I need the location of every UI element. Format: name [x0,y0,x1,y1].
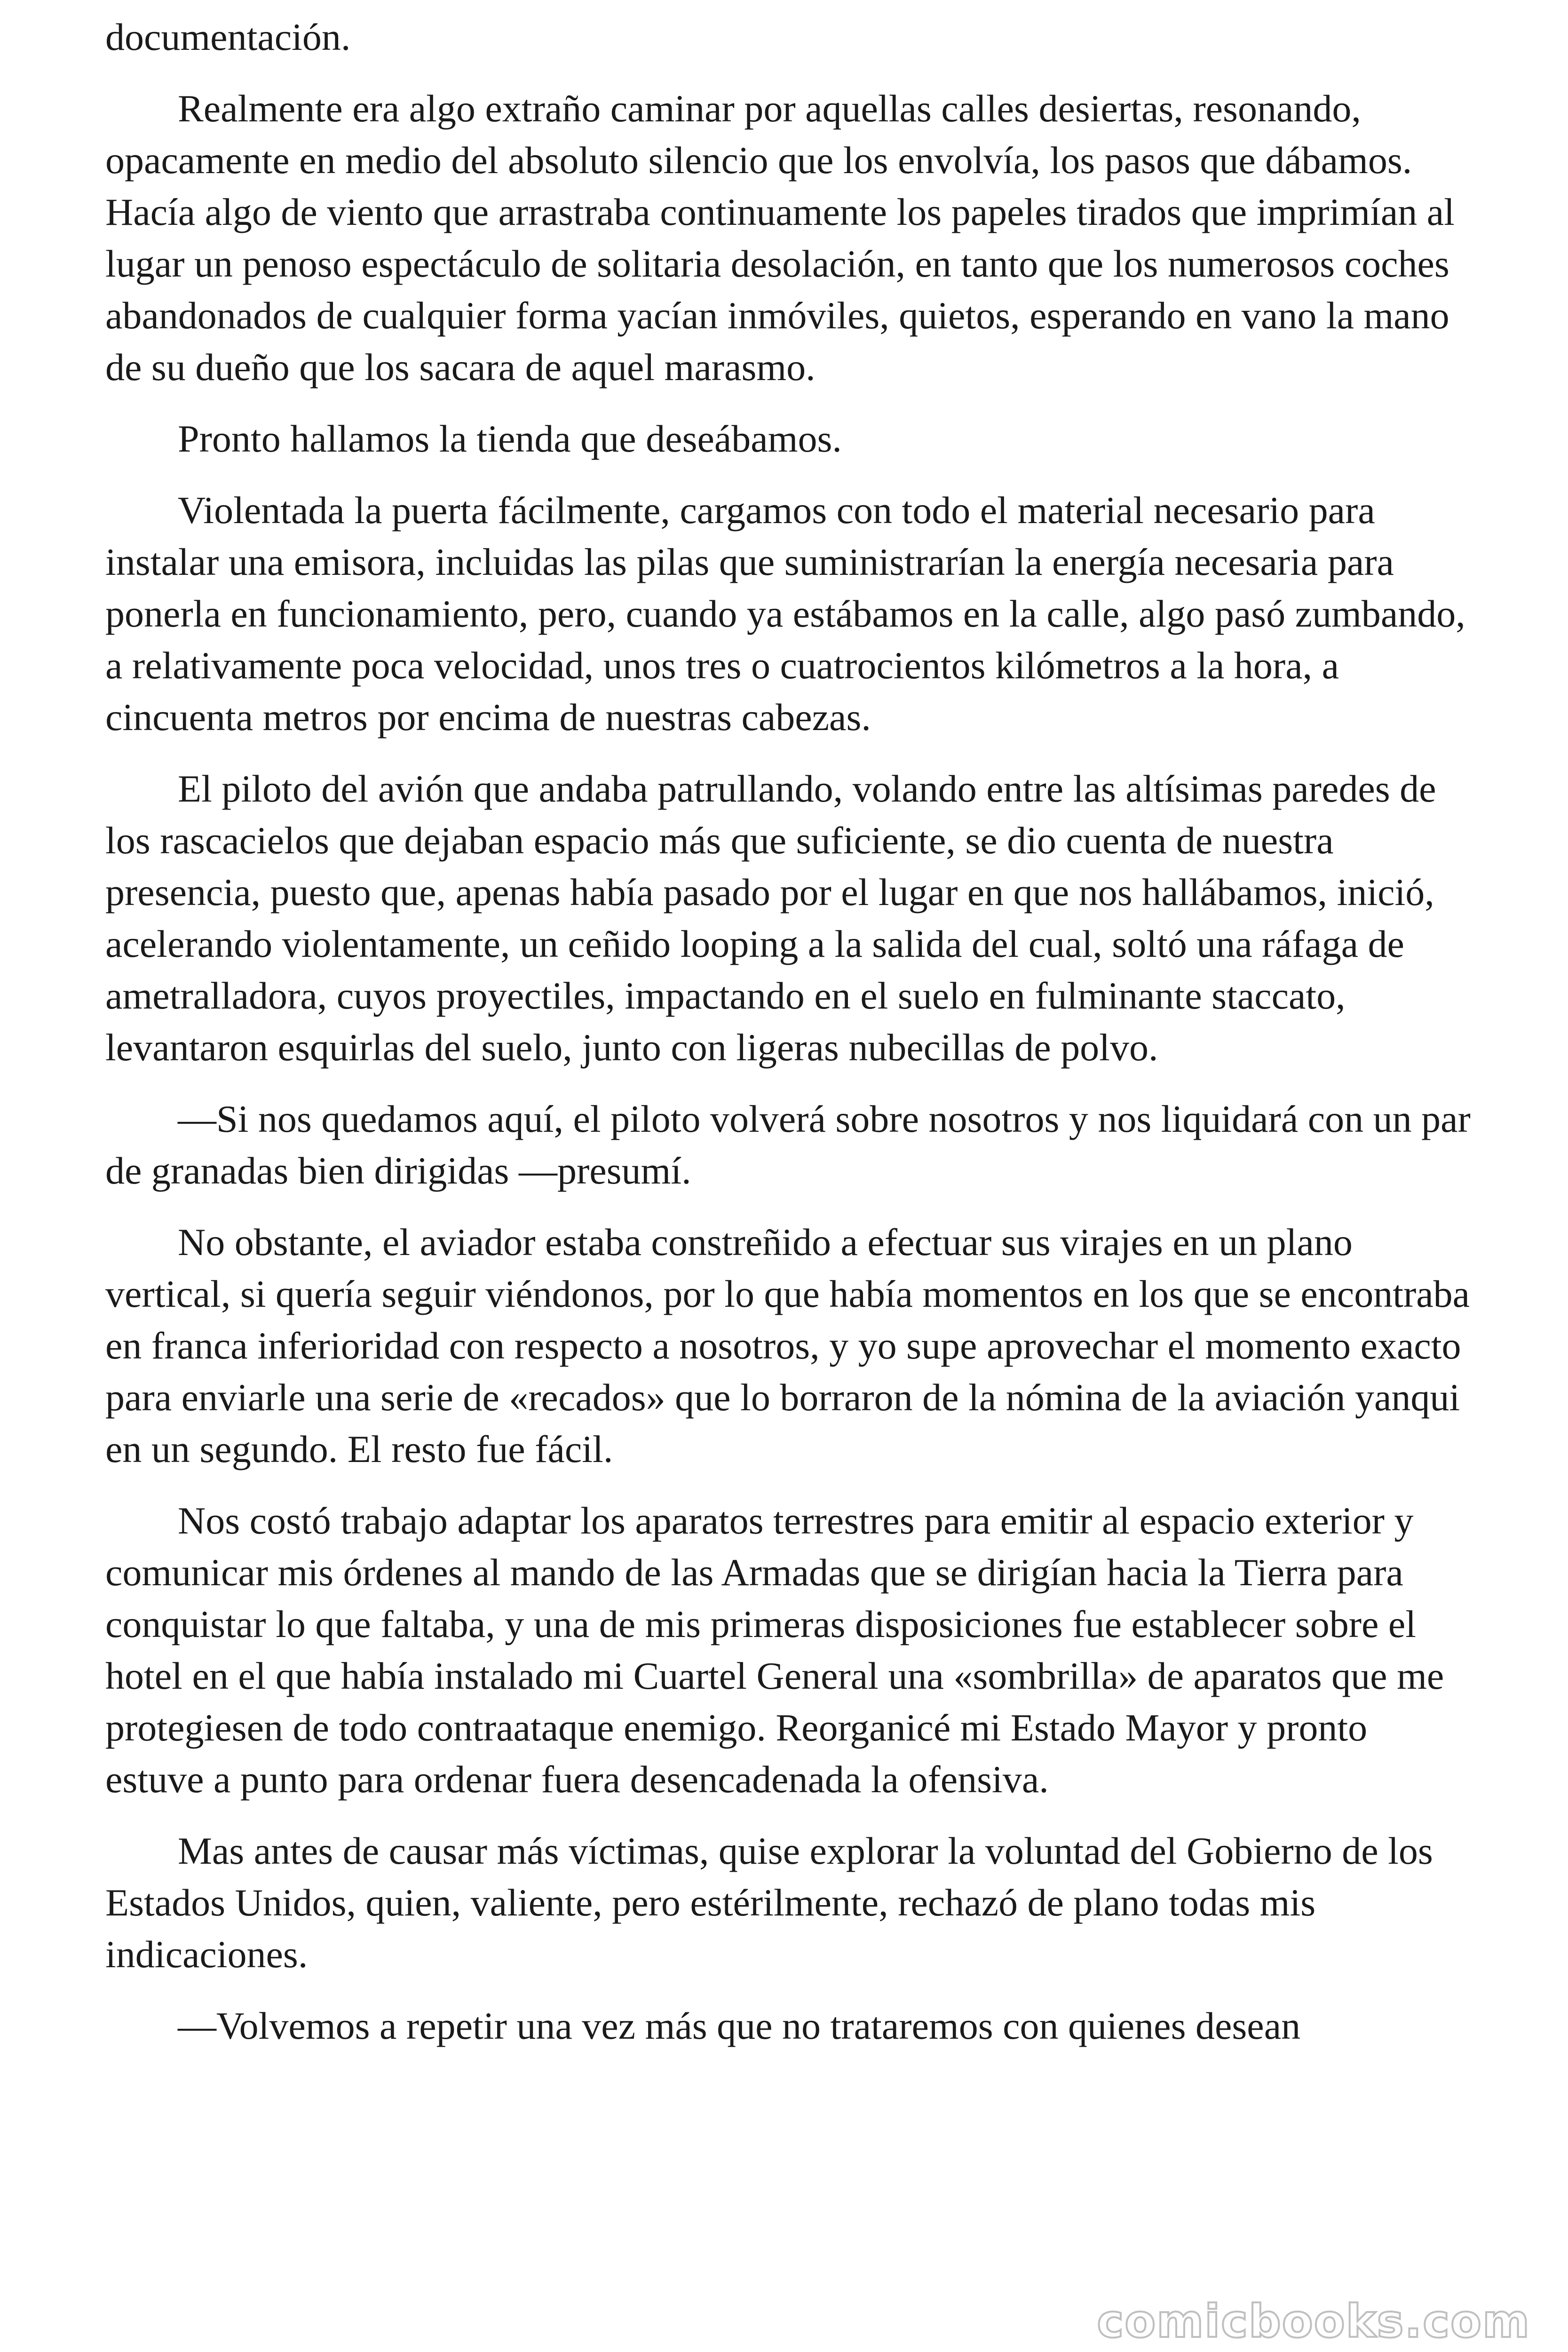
paragraph-9: Mas antes de causar más víctimas, quise explorar la voluntad del Gobierno de los Estados Unidos, quien, valiente, pero estérilmente, rechazó de plano todas mis indicaciones. [105,1829,1433,1976]
paragraph-1: documentación. [105,16,351,58]
paragraph-2: Realmente era algo extraño caminar por aquellas calles desiertas, resonando, opacamente en medio del absoluto silencio que los envolvía, los pasos que dábamos. Hacía algo de viento que arrastraba continuamente los papeles tirados que imprimían al lugar un penoso espectáculo de solitaria desolación, en tanto que los numerosos coches abandonados de cualquier forma yacían inmóviles, quietos, esperando en vano la mano de su dueño que los sacara de aquel marasmo. [105,87,1455,389]
paragraph-7: No obstante, el aviador estaba constreñido a efectuar sus virajes en un plano vertical, si quería seguir viéndonos, por lo que había momentos en los que se encontraba en franca inferioridad con respecto a nosotros, y yo supe aprovechar el momento exacto para enviarle una serie de «recados» que lo borraron de la nómina de la aviación yanqui en un segundo. El resto fue fácil. [105,1221,1470,1470]
paragraph-4: Violentada la puerta fácilmente, cargamos con todo el material necesario para instalar una emisora, incluidas las pilas que suministrarían la energía necesaria para ponerla en funcionamiento, pero, cuando ya estábamos en la calle, algo pasó zumbando, a relativamente poca velocidad, unos tres o cuatrocientos kilómetros a la hora, a cincuenta metros por encima de nuestras cabezas. [105,489,1465,739]
paragraph-6: —Si nos quedamos aquí, el piloto volverá sobre nosotros y nos liquidará con un par de granadas bien dirigidas —presumí. [105,1097,1471,1192]
paragraph-8: Nos costó trabajo adaptar los aparatos terrestres para emitir al espacio exterior y comunicar mis órdenes al mando de las Armadas que se dirigían hacia la Tierra para conquistar lo que faltaba, y una de mis primeras disposiciones fue establecer sobre el hotel en el que había instalado mi Cuartel General una «sombrilla» de aparatos que me protegiesen de todo contraataque enemigo. Reorganicé mi Estado Mayor y pronto estuve a punto para ordenar fuera desencadenada la ofensiva. [105,1499,1444,1801]
watermark: comicbooks.com [1097,2295,1530,2348]
paragraph-3: Pronto hallamos la tienda que deseábamos. [178,417,842,460]
body-text [105,11,1472,2052]
paragraph-5: El piloto del avión que andaba patrullando, volando entre las altísimas paredes de los rascacielos que dejaban espacio más que suficiente, se dio cuenta de nuestra presencia, puesto que, apenas había pasado por el lugar en que nos hallábamos, inició, acelerando violentamente, un ceñido looping a la salida del cual, soltó una ráfaga de ametralladora, cuyos proyectiles, impactando en el suelo en fulminante staccato, levantaron esquirlas del suelo, junto con ligeras nubecillas de polvo. [105,767,1436,1069]
paragraph-10: —Volvemos a repetir una vez más que no trataremos con quienes desean [178,2004,1301,2047]
